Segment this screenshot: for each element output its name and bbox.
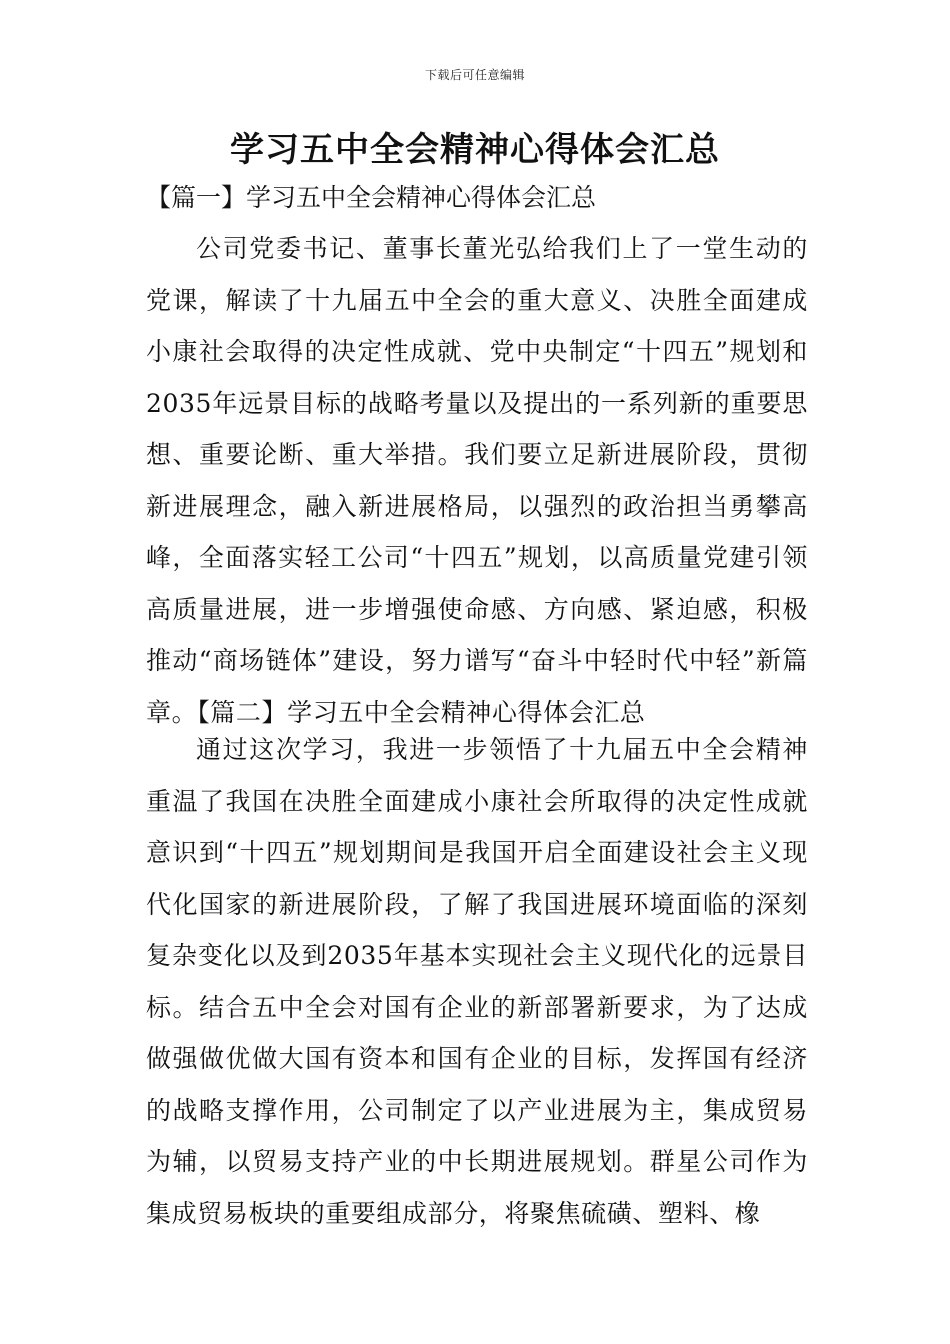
- paragraph-two: 通过这次学习，我进一步领悟了十九届五中全会精神重温了我国在决胜全面建成小康社会所取得的决定性成就意识到“十四五”规划期间是我国开启全面建设社会主义现代化国家的新进展阶段，了解了我国进展环境面临的深刻复杂变化以及到2035年基本实现社会主义现代化的远景目标。结合五中全会对国有企业的新部署新要求，为了达成做强做优做大国有资本和国有企业的目标，发挥国有经济的战略支撑作用，公司制定了以产业进展为主，集成贸易为辅，以贸易支持产业的中长期进展规划。群星公司作为集成贸易板块的重要组成部分，将聚焦硫磺、塑料、橡: [146, 735, 808, 1228]
- header-note: 下载后可任意编辑: [424, 68, 525, 82]
- document-title: 学习五中全会精神心得体会汇总: [230, 130, 720, 170]
- paragraph-one: 公司党委书记、董事长董光弘给我们上了一堂生动的党课，解读了十九届五中全会的重大意义、决胜全面建成小康社会取得的决定性成就、党中央制定“十四五”规划和2035年远景目标的战略考量以及提出的一系列新的重要思想、重要论断、重大举措。我们要立足新进展阶段，贯彻新进展理念，融入新进展格局，以强烈的政治担当勇攀高峰，全面落实轻工公司“十四五”规划，以高质量党建引领高质量进展，进一步增强使命感、方向感、紧迫感，积极推动“商场链体”建设，努力谱写“奋斗中轻时代中轻”新篇章。【篇二】学习五中全会精神心得体会汇总: [146, 234, 808, 727]
- section-one-label: 【篇一】学习五中全会精神心得体会汇总: [146, 183, 597, 212]
